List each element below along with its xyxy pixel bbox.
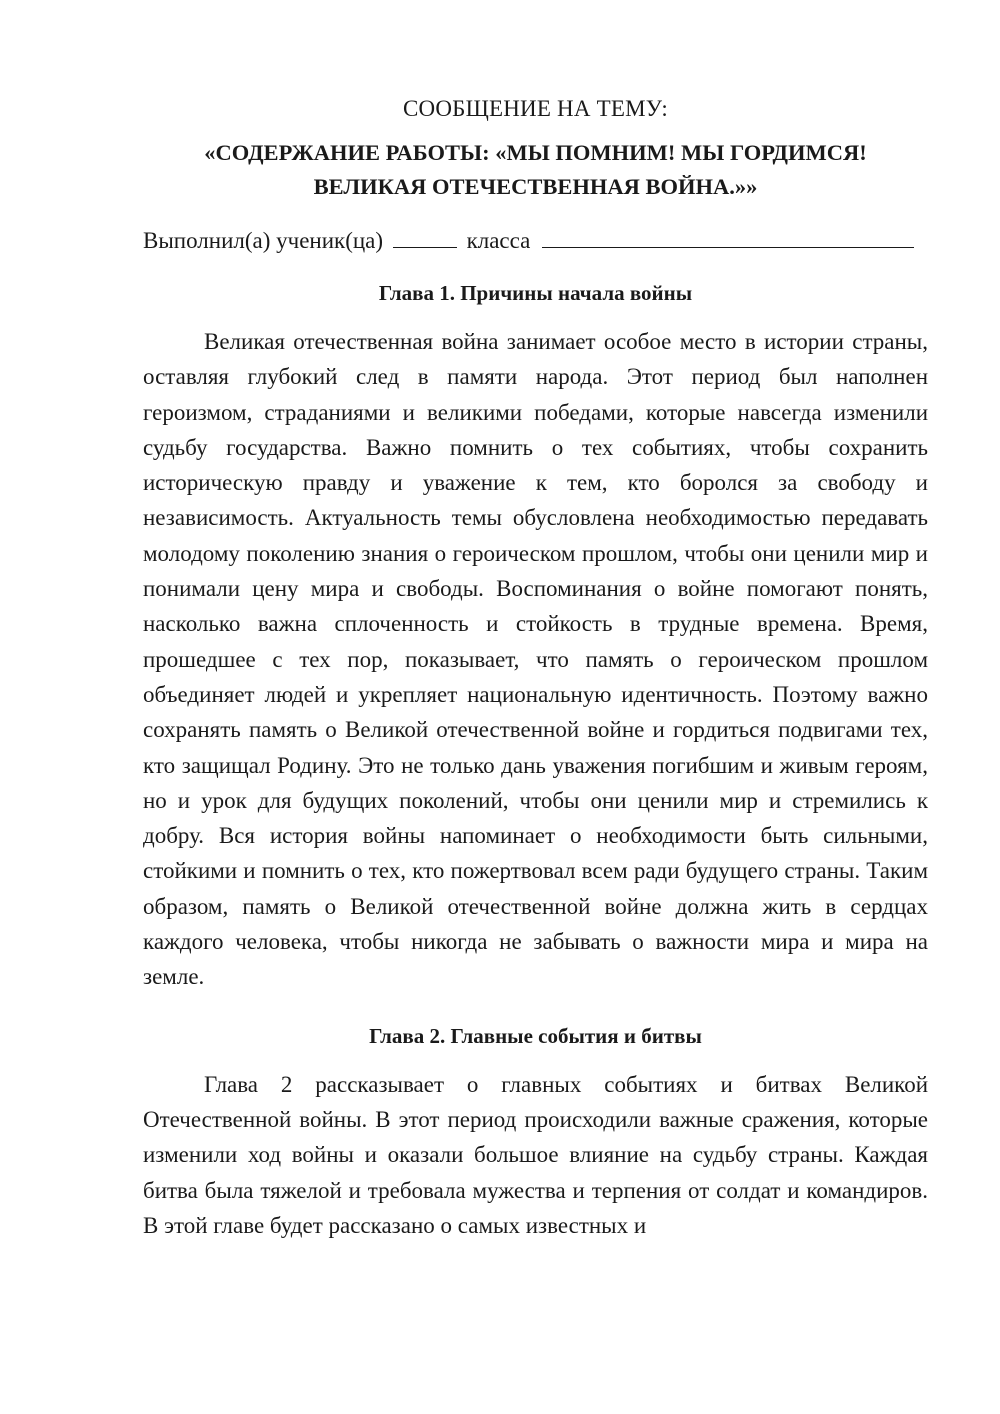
class-number-blank xyxy=(393,225,457,248)
chapter-1-paragraph: Великая отечественная война занимает особое место в истории страны, оставляя глубокий след в памяти народа. Этот период был наполнен героизмом, страданиями и великими победами, которые навсегда изменили судьбу государства. Важно помнить о тех событиях, чтобы сохранить историческую правду и уважение к тем, кто боролся за свободу и независимость. Актуальность темы обусловлена необходимостью передавать молодому поколению знания о героическом прошлом, чтобы они ценили мир и понимали цену мира и свободы. Воспоминания о войне помогают понять, насколько важна сплоченность и стойкость в трудные времена. Время, прошедшее с тех пор, показывает, что память о героическом прошлом объединяет людей и укрепляет национальную идентичность. Поэтому важно сохранять память о Великой отечественной войне и гордиться подвигами тех, кто защищал Родину. Это не только дань уважения погибшим и живым героям, но и урок для будущих поколений, чтобы они ценили мир и стремились к добру. Вся история войны напоминает о необходимости быть сильными, стойкими и помнить о тех, кто пожертвовал всем ради будущего страны. Таким образом, память о Великой отечественной войне должна жить в сердцах каждого человека, чтобы никогда не забывать о важности мира и мира на земле. xyxy=(143,329,928,990)
report-topic-line-1: «СОДЕРЖАНИЕ РАБОТЫ: «МЫ ПОМНИМ! МЫ ГОРДИМСЯ! xyxy=(204,140,867,165)
chapter-2-paragraph: Глава 2 рассказывает о главных событиях и битвах Великой Отечественной войны. В этот период происходили важные сражения, которые изменили ход войны и оказали большое влияние на судьбу страны. Каждая битва была тяжелой и требовала мужества и терпения от солдат и командиров. В этой главе будет рассказано о самых известных и xyxy=(143,1071,928,1238)
document-page xyxy=(143,92,928,1243)
class-label: класса xyxy=(466,228,531,253)
author-credit-line xyxy=(143,224,928,258)
report-topic-line-2: ВЕЛИКАЯ ОТЕЧЕСТВЕННАЯ ВОЙНА.»» xyxy=(313,174,758,199)
report-subject-heading: СООБЩЕНИЕ НА ТЕМУ: xyxy=(403,96,668,121)
chapter-1-title: Глава 1. Причины начала войны xyxy=(378,281,693,305)
chapter-2-title: Глава 2. Главные события и битвы xyxy=(369,1023,702,1048)
performed-by-label: Выполнил(а) ученик(ца) xyxy=(143,228,384,253)
student-name-blank xyxy=(542,225,914,248)
